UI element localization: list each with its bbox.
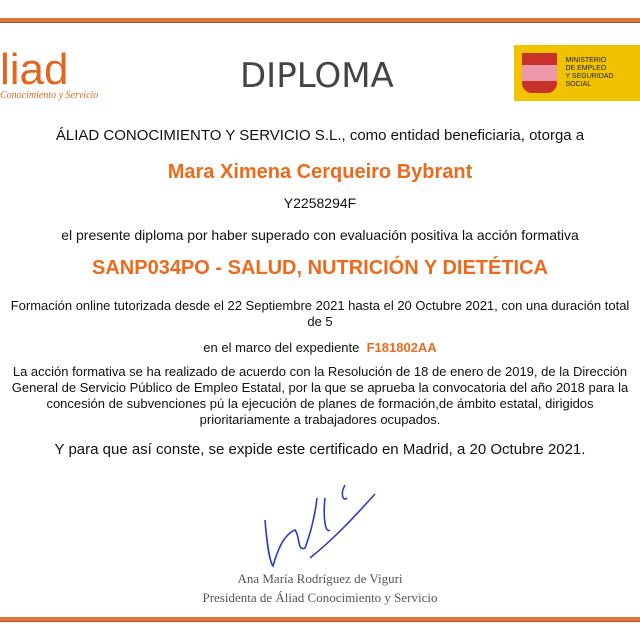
bottom-border — [0, 617, 640, 622]
ministry-line: DE EMPLEO — [565, 65, 607, 72]
expediente-label: en el marco del expediente — [203, 340, 360, 355]
top-border — [0, 18, 640, 23]
diploma-body — [8, 126, 632, 460]
ministry-logo — [514, 45, 640, 101]
closing-text: Y para que así conste, se expide este certificado en Madrid, a 20 Octubre 2021. — [54, 441, 586, 458]
signer-role: Presidenta de Áliad Conocimiento y Servicio — [202, 590, 438, 605]
expediente-line — [8, 340, 632, 356]
logo-text: liad — [0, 45, 69, 94]
aliad-logo — [0, 45, 99, 101]
page-title: DIPLOMA — [240, 56, 394, 96]
ministry-line: Y SEGURIDAD SOCIAL — [565, 73, 614, 88]
signer-name: Ana María Rodríguez de Viguri — [237, 571, 403, 586]
ministry-line: MINISTERIO — [565, 57, 607, 64]
legal-line: Servicio Público de Empleo Estatal, por la que se aprueba la convocatoria del año 2018 para la concesión de subvenciones pú — [46, 380, 629, 411]
recipient-name: Mara Ximena Cerqueiro Bybrant — [167, 161, 473, 183]
legal-line: la ejecución de planes de formación,de ámbito estatal, dirigidos prioritariamente a trabajadores ocupados. — [199, 396, 594, 427]
signature — [255, 480, 385, 570]
course-title: SANP034PO - SALUD, NUTRICIÓN Y DIETÉTICA — [92, 257, 548, 279]
legal-line: La acción formativa se ha realizado de acuerdo con la Resolución de 18 de enero de 2019, de la Dirección General de — [11, 364, 628, 395]
intro-text: ÁLIAD CONOCIMIENTO Y SERVICIO S.L., como entidad beneficiaria, otorga a — [55, 127, 585, 144]
legal-text — [8, 364, 632, 428]
id-number: Y2258294F — [283, 195, 357, 211]
expediente-number: F181802AA — [366, 340, 437, 355]
modality-text: Formación online tutorizada desde el 22 Septiembre 2021 hasta el 20 Octubre 2021, con una duración total de 5 — [10, 298, 630, 329]
logo-tagline: Conocimiento y Servicio — [0, 90, 99, 101]
coat-of-arms-icon — [522, 53, 557, 93]
reason-text: el presente diploma por haber superado con evaluación positiva la acción formativa — [61, 227, 579, 243]
